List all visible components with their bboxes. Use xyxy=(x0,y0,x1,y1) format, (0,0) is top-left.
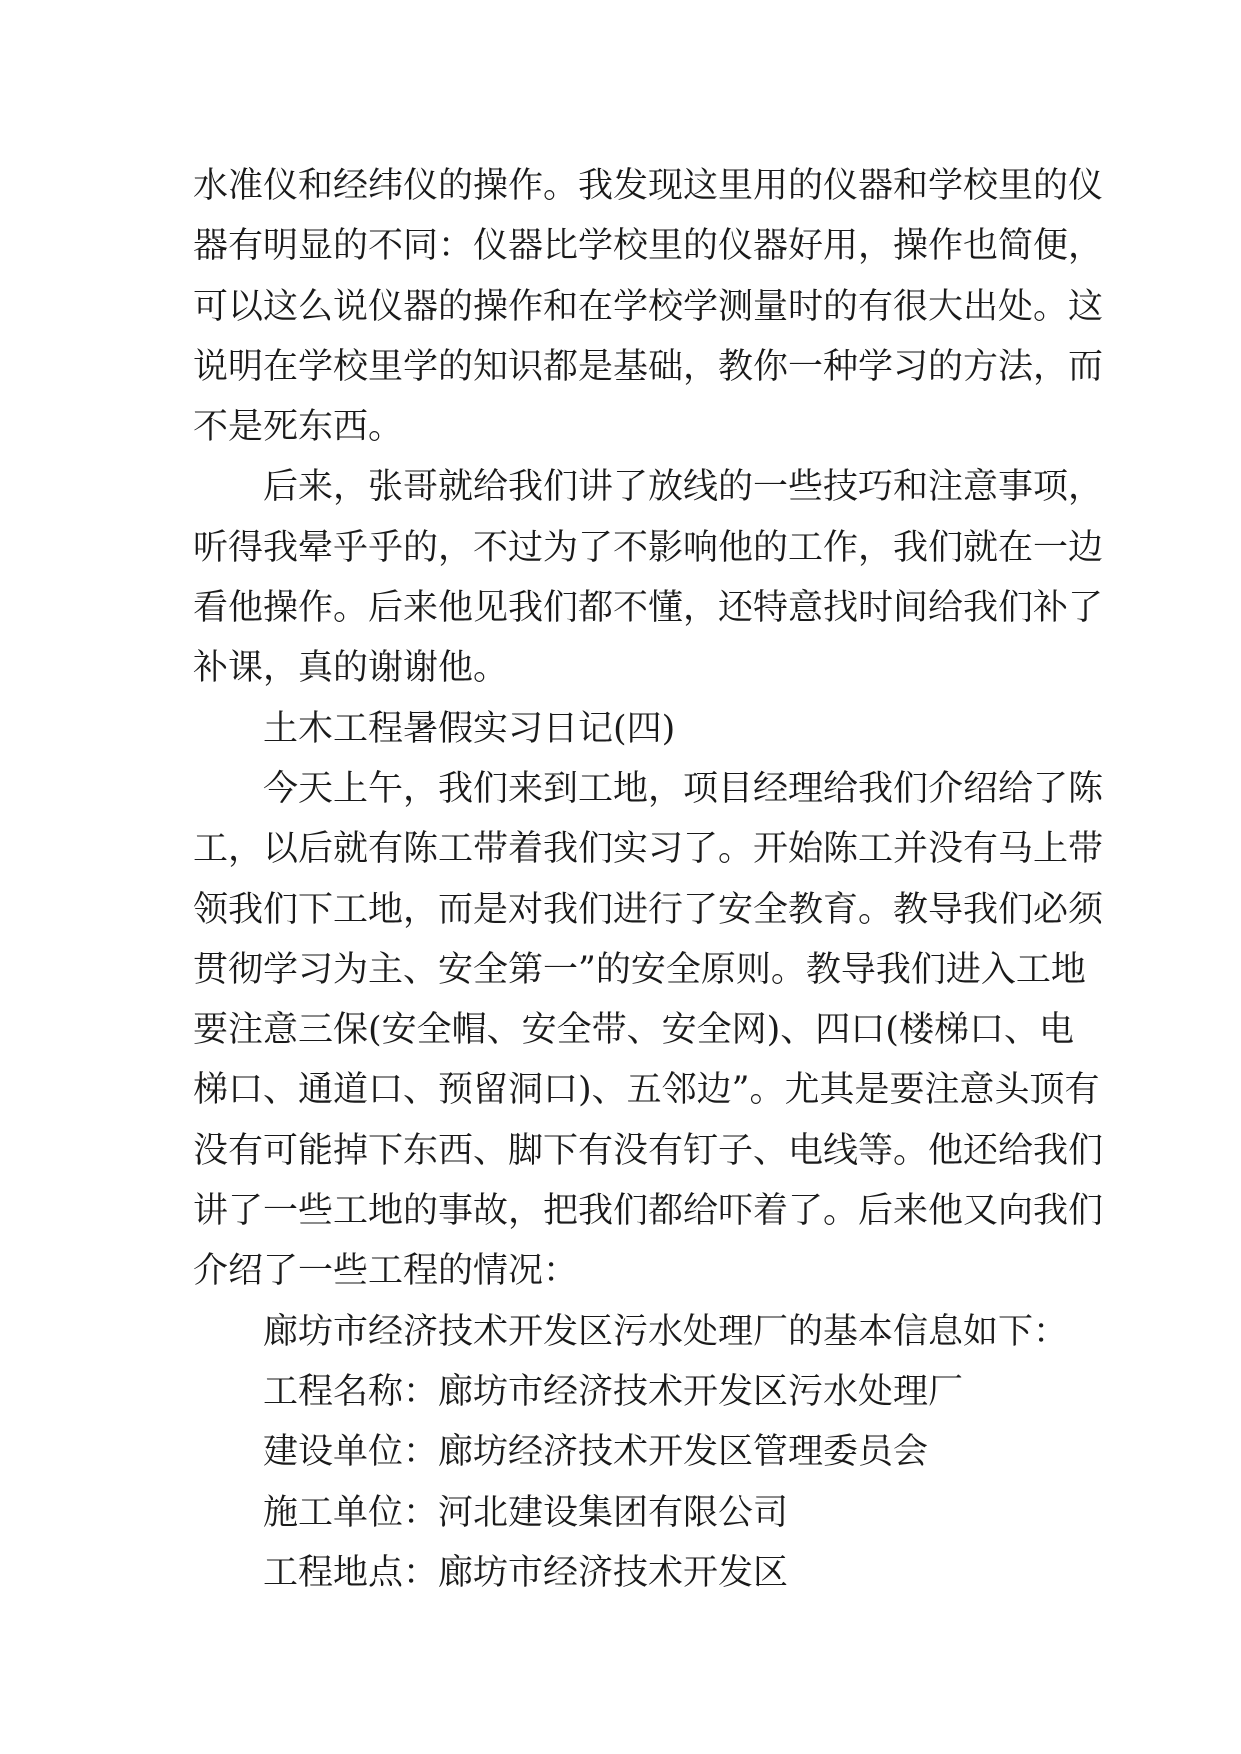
text-line: 廊坊市经济技术开发区污水处理厂的基本信息如下： xyxy=(263,1311,1069,1352)
text-line: 工程名称：廊坊市经济技术开发区污水处理厂 xyxy=(263,1371,964,1412)
text-line: 器有明显的不同：仪器比学校里的仪器好用，操作也简便， xyxy=(193,226,1104,267)
text-line: 施工单位：河北建设集团有限公司 xyxy=(263,1492,789,1533)
text-line: 领我们下工地，而是对我们进行了安全教育。教导我们必须 xyxy=(193,889,1104,930)
text-line: 讲了一些工地的事故，把我们都给吓着了。后来他又向我们 xyxy=(193,1191,1104,1232)
text-line: 梯口、通道口、预留洞口)、五邻边”。尤其是要注意头顶有 xyxy=(193,1070,1100,1111)
text-line: 建设单位：廊坊经济技术开发区管理委员会 xyxy=(263,1432,929,1473)
text-line: 听得我晕乎乎的，不过为了不影响他的工作，我们就在一边 xyxy=(193,527,1104,568)
text-line: 说明在学校里学的知识都是基础，教你一种学习的方法，而 xyxy=(193,346,1104,387)
text-line: 工程地点：廊坊市经济技术开发区 xyxy=(263,1552,789,1593)
text-line: 看他操作。后来他见我们都不懂，还特意找时间给我们补了 xyxy=(193,588,1104,629)
text-line: 要注意三保(安全帽、安全带、安全网)、四口(楼梯口、电 xyxy=(193,1010,1074,1051)
text-line: 今天上午，我们来到工地，项目经理给我们介绍给了陈 xyxy=(263,768,1104,809)
text-line: 不是死东西。 xyxy=(193,407,404,448)
text-line: 后来，张哥就给我们讲了放线的一些技巧和注意事项， xyxy=(263,467,1104,508)
text-line: 补课，真的谢谢他。 xyxy=(193,648,509,689)
document-body xyxy=(193,156,1104,1603)
text-line: 没有可能掉下东西、脚下有没有钉子、电线等。他还给我们 xyxy=(193,1130,1104,1171)
text-line: 水准仪和经纬仪的操作。我发现这里用的仪器和学校里的仪 xyxy=(193,166,1104,206)
text-line: 贯彻学习为主、安全第一”的安全原则。教导我们进入工地 xyxy=(193,949,1086,990)
text-line: 可以这么说仪器的操作和在学校学测量时的有很大出处。这 xyxy=(193,286,1104,327)
text-line: 土木工程暑假实习日记(四) xyxy=(263,708,676,749)
text-line: 工，以后就有陈工带着我们实习了。开始陈工并没有马上带 xyxy=(193,829,1104,870)
text-line: 介绍了一些工程的情况： xyxy=(193,1251,579,1292)
